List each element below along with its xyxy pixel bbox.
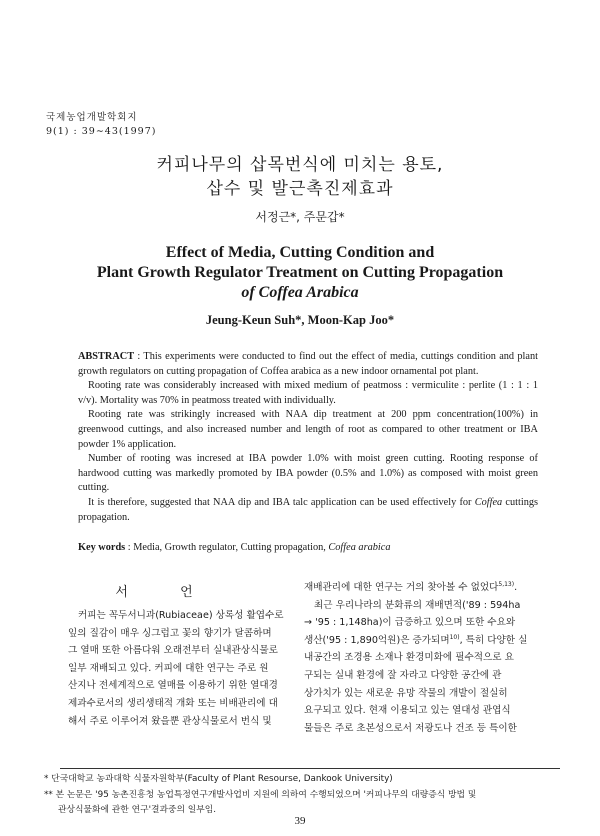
right-column-line: 내공간의 조경용 소재나 환경미화에 필수적으로 요 — [304, 652, 514, 664]
left-column-line: 잎의 질감이 매우 싱그럽고 꽃의 향기가 달콤하며 — [68, 627, 272, 639]
left-column-line: 해서 주로 이루어져 왔을뿐 관상식물로서 번식 및 — [68, 715, 272, 727]
keywords-label: Key words — [78, 542, 126, 553]
right-column-line: 물들은 주로 초본성으로서 저광도나 건조 등 특이한 — [304, 722, 517, 734]
right-column-line: 상가치가 있는 새로운 유망 작물의 개발이 절실히 — [304, 687, 508, 699]
citation-superscript: 10) — [449, 633, 460, 641]
left-column-line: 일부 재배되고 있다. 커피에 대한 연구는 주로 원 — [68, 662, 269, 674]
page-number: 39 — [294, 815, 306, 827]
citation-superscript: 5,13) — [498, 581, 515, 588]
footnote-funding-line2: 관상식물화에 관한 연구'결과중의 일부임. — [58, 805, 217, 815]
left-column-line: 산지나 전세계적으로 열매를 이용하기 위한 열대경 — [68, 680, 278, 692]
section-heading-introduction: 서 언 — [115, 585, 217, 600]
abstract — [78, 350, 538, 525]
abstract-text-5-italic: Coffea — [474, 496, 503, 508]
abstract-text-5b: cuttings propagation. — [78, 496, 538, 523]
right-line-1-text: 재배관리에 대한 연구는 거의 찾아볼 수 없었다 — [304, 582, 499, 593]
korean-title-line1: 커피나무의 삽목번식에 미치는 용토, — [156, 155, 444, 175]
journal-name: 국제농업개발학회지 — [46, 112, 138, 123]
right-line-4-text: 생산('95 : 1,890억원)은 증가되며 — [304, 634, 450, 646]
right-column-line: 최근 우리나라의 분화류의 재배면적('89 : 594ha — [314, 599, 521, 611]
left-column-line: 그 열매 또한 아름다워 오래전부터 실내관상식물로 — [68, 645, 278, 657]
english-title-line2: Plant Growth Regulator Treatment on Cutting Propagation — [96, 264, 504, 281]
keywords — [78, 542, 538, 553]
journal-volume: 9(1) : 39∼43(1997) — [46, 126, 157, 137]
left-column-line: 커피는 꼭두서니과(Rubiaceae) 상록성 활엽수로 — [78, 610, 284, 621]
abstract-text-5a: It is therefore, suggested that NAA dip and IBA talc application can be used effectively for — [88, 496, 475, 508]
abstract-text-1: : This experiments were conducted to find out the effect of media, cuttings condition and plant growth regulators on cutting propagation of Coffea arabica as a new indoor ornamental pot plant. — [78, 351, 538, 377]
abstract-paragraph-5 — [78, 496, 538, 525]
right-column-line — [304, 579, 562, 597]
footnote-divider — [60, 768, 560, 769]
right-column-line — [304, 632, 562, 650]
right-column-line: 요구되고 있다. 현재 이용되고 있는 열대성 관엽식 — [304, 705, 511, 717]
korean-authors: 서정근*, 주문갑* — [255, 210, 345, 224]
right-line-4-end: , 특히 다양한 실 — [459, 634, 528, 646]
footnote-affiliation: * 단국대학교 농과대학 식물자원학부(Faculty of Plant Resourse, Dankook University) — [44, 774, 393, 784]
abstract-label: ABSTRACT — [78, 351, 135, 362]
abstract-paragraph-2: Rooting rate was considerably increased with mixed medium of peatmoss : vermiculite : perlite (1 : 1 : 1 v/v). Mortality was 70% in peatmoss treated with individually. — [78, 380, 538, 406]
english-authors: Jeung-Keun Suh*, Moon-Kap Joo* — [205, 313, 395, 327]
abstract-paragraph-3: Rooting rate was strikingly increased with NAA dip treatment at 200 ppm concentration(100%) in greenwood cuttings, and also increased number and length of root as compared to other treatment or IBA powder 1% application. — [78, 409, 538, 450]
journal-info — [46, 111, 156, 139]
keywords-text: : Media, Growth regulator, Cutting propagation, — [125, 542, 329, 553]
english-title-line3: of Coffea Arabica — [241, 284, 359, 301]
left-column — [68, 607, 286, 730]
korean-title-line2: 삽수 및 발근촉진제효과 — [206, 179, 394, 199]
footnote-funding-line1: ** 본 논문은 '95 농촌진흥청 농업특정연구개발사업비 지원에 의하여 수행되었으며 '커피나무의 대량증식 방법 및 — [44, 790, 477, 800]
keywords-italic: Coffea arabica — [328, 542, 391, 553]
abstract-paragraph-1 — [78, 350, 538, 379]
right-column-line: → '95 : 1,148ha)이 급증하고 있으며 또한 수요와 — [304, 617, 516, 629]
abstract-paragraph-4: Number of rooting was incresed at IBA powder 1.0% with moist green cutting. Rooting response of hardwood cutting was markedly promoted by IBA powder (0.5% and 1.0%) as composed with moist green cutting. — [78, 453, 538, 494]
right-column — [304, 579, 562, 737]
right-column-line: 구되는 실내 환경에 잘 자라고 다양한 공간에 관 — [304, 669, 502, 681]
english-title-line1: Effect of Media, Cutting Condition and — [165, 244, 435, 261]
left-column-line: 제과수로서의 생리생태적 개화 또는 비배관리에 대 — [68, 697, 278, 709]
right-line-1-end: . — [514, 582, 518, 593]
